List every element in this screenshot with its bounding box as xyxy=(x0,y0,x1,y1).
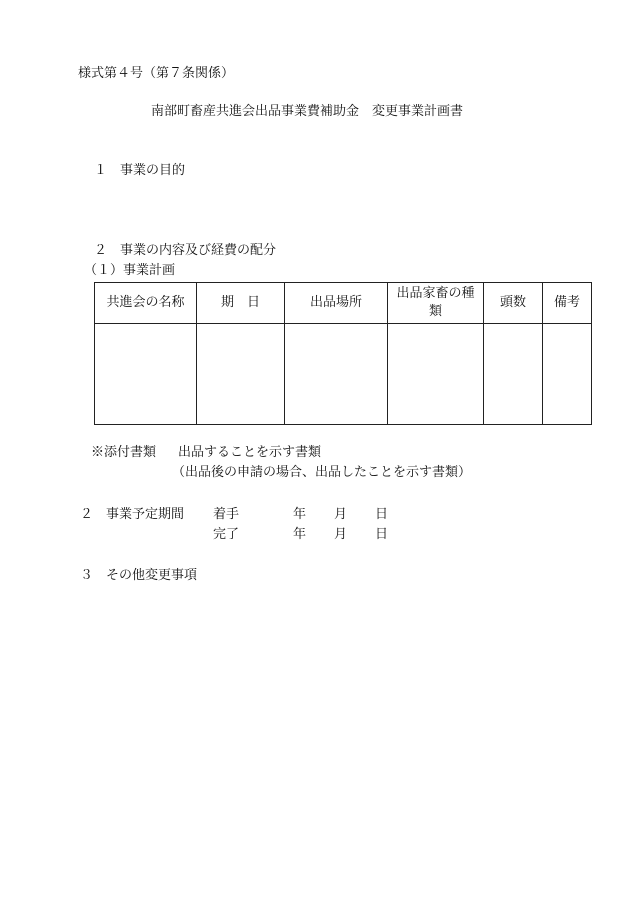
cell-head-count[interactable] xyxy=(484,324,543,425)
period-start-year-unit: 年 xyxy=(293,507,307,522)
subsection-heading: （１）事業計画 xyxy=(84,263,176,278)
attachments-line2: （出品後の申請の場合、出品したことを示す書類） xyxy=(172,465,472,480)
header-date: 期 日 xyxy=(197,283,285,324)
table-header-row xyxy=(95,283,592,324)
header-livestock-type: 出品家畜の種類 xyxy=(388,283,484,324)
cell-date[interactable] xyxy=(197,324,285,425)
header-head-count: 頭数 xyxy=(484,283,543,324)
cell-exhibition-name[interactable] xyxy=(95,324,197,425)
period-heading: ２ 事業予定期間 xyxy=(80,507,185,522)
section3-heading: ３ その他変更事項 xyxy=(80,568,198,583)
attachments-line1: 出品することを示す書類 xyxy=(178,445,322,460)
header-remarks: 備考 xyxy=(543,283,592,324)
cell-livestock-type[interactable] xyxy=(388,324,484,425)
form-number: 様式第４号（第７条関係） xyxy=(78,66,235,81)
document-title: 南部町畜産共進会出品事業費補助金 変更事業計画書 xyxy=(151,104,464,119)
period-end-label: 完了 xyxy=(213,527,240,542)
section2-heading: ２ 事業の内容及び経費の配分 xyxy=(94,243,277,258)
period-start-day-unit: 日 xyxy=(375,507,389,522)
project-plan-table xyxy=(94,282,592,425)
period-end-year-unit: 年 xyxy=(293,527,307,542)
header-venue: 出品場所 xyxy=(285,283,388,324)
table-row xyxy=(95,324,592,425)
header-exhibition-name: 共進会の名称 xyxy=(95,283,197,324)
cell-venue[interactable] xyxy=(285,324,388,425)
period-end-day-unit: 日 xyxy=(375,527,389,542)
cell-remarks[interactable] xyxy=(543,324,592,425)
section1-heading: １ 事業の目的 xyxy=(94,163,186,178)
period-start-label: 着手 xyxy=(213,507,240,522)
attachments-label: ※添付書類 xyxy=(91,445,157,460)
period-end-month-unit: 月 xyxy=(334,527,348,542)
period-start-month-unit: 月 xyxy=(334,507,348,522)
